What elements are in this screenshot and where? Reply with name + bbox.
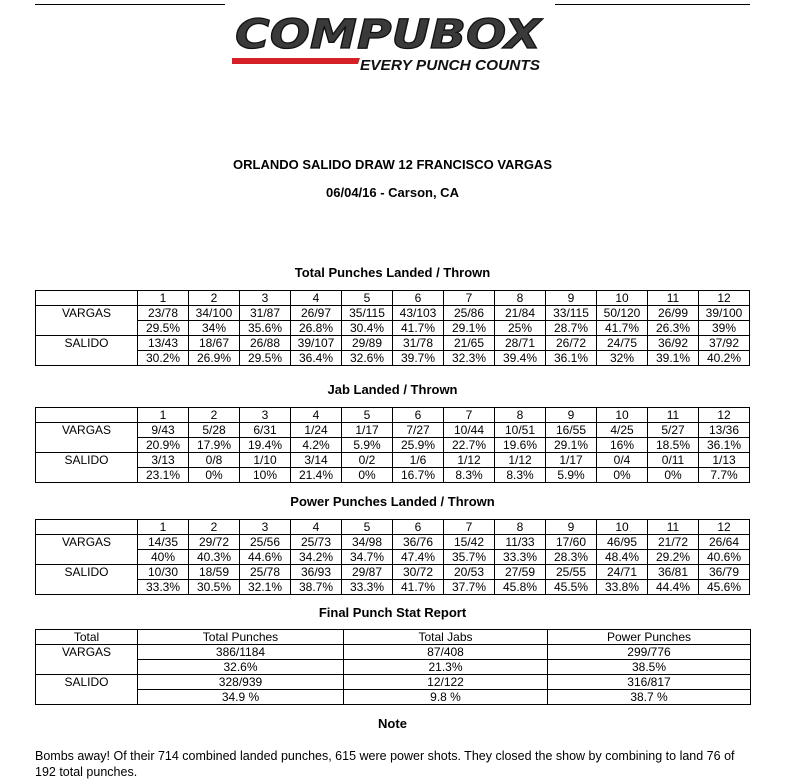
header-blank-cell — [36, 408, 138, 423]
compubox-logo — [232, 10, 544, 74]
final-landed-cell: 316/817 — [548, 675, 751, 690]
percent-cell: 30.5% — [189, 580, 240, 595]
final-percent-cell: 34.9 % — [138, 690, 344, 705]
landed-thrown-cell: 29/89 — [342, 336, 393, 351]
landed-thrown-cell: 25/56 — [240, 535, 291, 550]
landed-thrown-cell: 35/115 — [342, 306, 393, 321]
fight-title: ORLANDO SALIDO DRAW 12 FRANCISCO VARGAS — [233, 157, 552, 172]
round-number: 10 — [597, 520, 648, 535]
final-header-row — [36, 630, 751, 645]
percent-cell: 32% — [597, 351, 648, 366]
percent-cell: 32.3% — [444, 351, 495, 366]
percent-cell: 33.3% — [342, 580, 393, 595]
landed-thrown-cell: 36/93 — [291, 565, 342, 580]
percent-cell: 36.4% — [291, 351, 342, 366]
jab-table — [35, 407, 750, 483]
percent-cell: 39.1% — [648, 351, 699, 366]
salido-final-percent-row — [36, 690, 751, 705]
percent-cell: 35.7% — [444, 550, 495, 565]
fighter-name: VARGAS — [36, 535, 138, 550]
landed-thrown-cell: 50/120 — [597, 306, 648, 321]
percent-cell: 34% — [189, 321, 240, 336]
percent-cell: 21.4% — [291, 468, 342, 483]
landed-thrown-cell: 1/6 — [393, 453, 444, 468]
percent-cell: 0% — [189, 468, 240, 483]
percent-cell: 10% — [240, 468, 291, 483]
salido-landed-row — [36, 565, 750, 580]
landed-thrown-cell: 24/75 — [597, 336, 648, 351]
landed-thrown-cell: 10/30 — [138, 565, 189, 580]
round-number: 10 — [597, 408, 648, 423]
landed-thrown-cell: 1/24 — [291, 423, 342, 438]
percent-cell: 36.1% — [546, 351, 597, 366]
percent-cell: 40.2% — [699, 351, 750, 366]
round-number: 4 — [291, 291, 342, 306]
percent-cell: 26.3% — [648, 321, 699, 336]
final-stat-table — [35, 629, 751, 705]
salido-landed-row — [36, 453, 750, 468]
percent-cell: 25% — [495, 321, 546, 336]
final-landed-cell: 87/408 — [344, 645, 548, 660]
final-landed-cell: 386/1184 — [138, 645, 344, 660]
round-header-row — [36, 408, 750, 423]
round-number: 7 — [444, 291, 495, 306]
landed-thrown-cell: 15/42 — [444, 535, 495, 550]
fighter-name: VARGAS — [36, 306, 138, 321]
round-number: 5 — [342, 291, 393, 306]
landed-thrown-cell: 30/72 — [393, 565, 444, 580]
landed-thrown-cell: 0/11 — [648, 453, 699, 468]
final-landed-cell: 299/776 — [548, 645, 751, 660]
percent-cell: 0% — [597, 468, 648, 483]
vargas-final-landed-row — [36, 645, 751, 660]
round-number: 7 — [444, 408, 495, 423]
landed-thrown-cell: 9/43 — [138, 423, 189, 438]
salido-landed-row — [36, 336, 750, 351]
round-number: 3 — [240, 291, 291, 306]
landed-thrown-cell: 21/84 — [495, 306, 546, 321]
fighter-name: SALIDO — [36, 675, 138, 690]
landed-thrown-cell: 7/27 — [393, 423, 444, 438]
landed-thrown-cell: 39/100 — [699, 306, 750, 321]
landed-thrown-cell: 26/97 — [291, 306, 342, 321]
percent-cell: 39% — [699, 321, 750, 336]
landed-thrown-cell: 29/72 — [189, 535, 240, 550]
round-number: 8 — [495, 408, 546, 423]
percent-cell: 41.7% — [393, 321, 444, 336]
landed-thrown-cell: 26/72 — [546, 336, 597, 351]
landed-thrown-cell: 36/76 — [393, 535, 444, 550]
fighter-name: VARGAS — [36, 645, 138, 660]
final-percent-cell: 38.7 % — [548, 690, 751, 705]
salido-percent-row — [36, 351, 750, 366]
percent-cell: 34.2% — [291, 550, 342, 565]
percent-cell: 45.8% — [495, 580, 546, 595]
percent-cell: 30.4% — [342, 321, 393, 336]
round-number: 1 — [138, 291, 189, 306]
percent-cell: 19.6% — [495, 438, 546, 453]
percent-cell: 29.1% — [546, 438, 597, 453]
power-punches-table — [35, 519, 750, 595]
landed-thrown-cell: 0/4 — [597, 453, 648, 468]
vargas-landed-row — [36, 535, 750, 550]
percent-cell: 5.9% — [546, 468, 597, 483]
landed-thrown-cell: 34/100 — [189, 306, 240, 321]
logo-tagline: EVERY PUNCH COUNTS — [360, 57, 540, 74]
percent-cell: 38.7% — [291, 580, 342, 595]
percent-cell: 29.5% — [240, 351, 291, 366]
percent-cell: 19.4% — [240, 438, 291, 453]
percent-cell: 4.2% — [291, 438, 342, 453]
landed-thrown-cell: 28/71 — [495, 336, 546, 351]
round-number: 5 — [342, 408, 393, 423]
landed-thrown-cell: 17/60 — [546, 535, 597, 550]
landed-thrown-cell: 3/14 — [291, 453, 342, 468]
round-number: 4 — [291, 520, 342, 535]
fighter-name-blank — [36, 321, 138, 336]
percent-cell: 32.6% — [342, 351, 393, 366]
landed-thrown-cell: 26/99 — [648, 306, 699, 321]
percent-cell: 33.3% — [138, 580, 189, 595]
logo-brand: COMPUBOX — [235, 12, 544, 58]
landed-thrown-cell: 21/65 — [444, 336, 495, 351]
percent-cell: 39.7% — [393, 351, 444, 366]
percent-cell: 29.2% — [648, 550, 699, 565]
landed-thrown-cell: 21/72 — [648, 535, 699, 550]
landed-thrown-cell: 36/92 — [648, 336, 699, 351]
percent-cell: 41.7% — [597, 321, 648, 336]
fighter-name-blank — [36, 580, 138, 595]
landed-thrown-cell: 0/8 — [189, 453, 240, 468]
landed-thrown-cell: 13/36 — [699, 423, 750, 438]
percent-cell: 25.9% — [393, 438, 444, 453]
salido-percent-row — [36, 468, 750, 483]
percent-cell: 28.3% — [546, 550, 597, 565]
landed-thrown-cell: 1/10 — [240, 453, 291, 468]
landed-thrown-cell: 25/73 — [291, 535, 342, 550]
percent-cell: 0% — [648, 468, 699, 483]
percent-cell: 29.5% — [138, 321, 189, 336]
percent-cell: 5.9% — [342, 438, 393, 453]
round-number: 5 — [342, 520, 393, 535]
landed-thrown-cell: 36/79 — [699, 565, 750, 580]
percent-cell: 45.6% — [699, 580, 750, 595]
round-number: 1 — [138, 520, 189, 535]
final-percent-cell: 32.6% — [138, 660, 344, 675]
percent-cell: 17.9% — [189, 438, 240, 453]
jab-section-title: Jab Landed / Thrown — [327, 382, 458, 397]
landed-thrown-cell: 39/107 — [291, 336, 342, 351]
percent-cell: 44.4% — [648, 580, 699, 595]
vargas-final-percent-row — [36, 660, 751, 675]
percent-cell: 37.7% — [444, 580, 495, 595]
landed-thrown-cell: 31/78 — [393, 336, 444, 351]
header-blank-cell — [36, 291, 138, 306]
percent-cell: 8.3% — [495, 468, 546, 483]
landed-thrown-cell: 10/44 — [444, 423, 495, 438]
final-landed-cell: 12/122 — [344, 675, 548, 690]
percent-cell: 8.3% — [444, 468, 495, 483]
landed-thrown-cell: 1/12 — [444, 453, 495, 468]
landed-thrown-cell: 24/71 — [597, 565, 648, 580]
landed-thrown-cell: 23/78 — [138, 306, 189, 321]
final-section-title: Final Punch Stat Report — [318, 605, 467, 620]
landed-thrown-cell: 33/115 — [546, 306, 597, 321]
landed-thrown-cell: 16/55 — [546, 423, 597, 438]
percent-cell: 40% — [138, 550, 189, 565]
percent-cell: 20.9% — [138, 438, 189, 453]
round-number: 12 — [699, 408, 750, 423]
landed-thrown-cell: 36/81 — [648, 565, 699, 580]
landed-thrown-cell: 43/103 — [393, 306, 444, 321]
logo-red-bar — [232, 58, 360, 64]
fighter-name: SALIDO — [36, 565, 138, 580]
percent-cell: 28.7% — [546, 321, 597, 336]
vargas-landed-row — [36, 306, 750, 321]
round-number: 12 — [699, 291, 750, 306]
fighter-name: SALIDO — [36, 453, 138, 468]
percent-cell: 48.4% — [597, 550, 648, 565]
final-percent-cell: 38.5% — [548, 660, 751, 675]
percent-cell: 40.3% — [189, 550, 240, 565]
fighter-name: VARGAS — [36, 423, 138, 438]
landed-thrown-cell: 6/31 — [240, 423, 291, 438]
landed-thrown-cell: 4/25 — [597, 423, 648, 438]
salido-percent-row — [36, 580, 750, 595]
landed-thrown-cell: 25/86 — [444, 306, 495, 321]
percent-cell: 18.5% — [648, 438, 699, 453]
round-number: 3 — [240, 408, 291, 423]
landed-thrown-cell: 18/59 — [189, 565, 240, 580]
percent-cell: 32.1% — [240, 580, 291, 595]
final-percent-cell: 9.8 % — [344, 690, 548, 705]
total-section-title: Total Punches Landed / Thrown — [294, 265, 491, 280]
landed-thrown-cell: 1/13 — [699, 453, 750, 468]
vargas-percent-row — [36, 321, 750, 336]
final-header-cell: Total Jabs — [344, 630, 548, 645]
round-number: 8 — [495, 520, 546, 535]
round-number: 9 — [546, 408, 597, 423]
fighter-name-blank — [36, 468, 138, 483]
landed-thrown-cell: 5/28 — [189, 423, 240, 438]
percent-cell: 39.4% — [495, 351, 546, 366]
percent-cell: 26.8% — [291, 321, 342, 336]
round-number: 11 — [648, 291, 699, 306]
fighter-name-blank — [36, 660, 138, 675]
percent-cell: 22.7% — [444, 438, 495, 453]
final-header-cell: Total Punches — [138, 630, 344, 645]
percent-cell: 40.6% — [699, 550, 750, 565]
percent-cell: 45.5% — [546, 580, 597, 595]
round-number: 2 — [189, 408, 240, 423]
landed-thrown-cell: 11/33 — [495, 535, 546, 550]
percent-cell: 35.6% — [240, 321, 291, 336]
landed-thrown-cell: 37/92 — [699, 336, 750, 351]
top-rule-left — [35, 4, 225, 5]
vargas-percent-row — [36, 438, 750, 453]
landed-thrown-cell: 18/67 — [189, 336, 240, 351]
final-percent-cell: 21.3% — [344, 660, 548, 675]
power-section-title: Power Punches Landed / Thrown — [290, 494, 495, 509]
percent-cell: 30.2% — [138, 351, 189, 366]
landed-thrown-cell: 1/17 — [546, 453, 597, 468]
round-number: 10 — [597, 291, 648, 306]
percent-cell: 26.9% — [189, 351, 240, 366]
round-header-row — [36, 520, 750, 535]
round-number: 7 — [444, 520, 495, 535]
landed-thrown-cell: 0/2 — [342, 453, 393, 468]
round-number: 2 — [189, 291, 240, 306]
round-number: 4 — [291, 408, 342, 423]
landed-thrown-cell: 34/98 — [342, 535, 393, 550]
percent-cell: 33.3% — [495, 550, 546, 565]
landed-thrown-cell: 29/87 — [342, 565, 393, 580]
landed-thrown-cell: 1/17 — [342, 423, 393, 438]
percent-cell: 44.6% — [240, 550, 291, 565]
round-number: 9 — [546, 291, 597, 306]
fighter-name-blank — [36, 351, 138, 366]
percent-cell: 23.1% — [138, 468, 189, 483]
landed-thrown-cell: 20/53 — [444, 565, 495, 580]
landed-thrown-cell: 26/88 — [240, 336, 291, 351]
percent-cell: 33.8% — [597, 580, 648, 595]
round-number: 1 — [138, 408, 189, 423]
round-number: 6 — [393, 520, 444, 535]
fight-date: 06/04/16 - Carson, CA — [326, 185, 459, 200]
landed-thrown-cell: 13/43 — [138, 336, 189, 351]
landed-thrown-cell: 14/35 — [138, 535, 189, 550]
round-number: 6 — [393, 291, 444, 306]
round-number: 2 — [189, 520, 240, 535]
percent-cell: 16% — [597, 438, 648, 453]
final-landed-cell: 328/939 — [138, 675, 344, 690]
landed-thrown-cell: 27/59 — [495, 565, 546, 580]
landed-thrown-cell: 25/55 — [546, 565, 597, 580]
header-blank-cell — [36, 520, 138, 535]
landed-thrown-cell: 26/64 — [699, 535, 750, 550]
round-header-row — [36, 291, 750, 306]
fighter-name-blank — [36, 438, 138, 453]
round-number: 8 — [495, 291, 546, 306]
note-text: Bombs away! Of their 714 combined landed punches, 615 were power shots. They closed the show by combining to land 76 of 192 total punches. — [35, 749, 735, 779]
landed-thrown-cell: 1/12 — [495, 453, 546, 468]
percent-cell: 34.7% — [342, 550, 393, 565]
round-number: 11 — [648, 408, 699, 423]
percent-cell: 16.7% — [393, 468, 444, 483]
landed-thrown-cell: 10/51 — [495, 423, 546, 438]
fighter-name: SALIDO — [36, 336, 138, 351]
final-header-cell: Total — [36, 630, 138, 645]
fighter-name-blank — [36, 690, 138, 705]
landed-thrown-cell: 5/27 — [648, 423, 699, 438]
final-header-cell: Power Punches — [548, 630, 751, 645]
round-number: 9 — [546, 520, 597, 535]
percent-cell: 36.1% — [699, 438, 750, 453]
landed-thrown-cell: 25/78 — [240, 565, 291, 580]
salido-final-landed-row — [36, 675, 751, 690]
total-punches-table — [35, 290, 750, 366]
landed-thrown-cell: 3/13 — [138, 453, 189, 468]
fighter-name-blank — [36, 550, 138, 565]
landed-thrown-cell: 46/95 — [597, 535, 648, 550]
round-number: 12 — [699, 520, 750, 535]
round-number: 6 — [393, 408, 444, 423]
percent-cell: 7.7% — [699, 468, 750, 483]
percent-cell: 29.1% — [444, 321, 495, 336]
round-number: 3 — [240, 520, 291, 535]
note-title: Note — [378, 716, 407, 731]
percent-cell: 41.7% — [393, 580, 444, 595]
round-number: 11 — [648, 520, 699, 535]
percent-cell: 47.4% — [393, 550, 444, 565]
percent-cell: 0% — [342, 468, 393, 483]
landed-thrown-cell: 31/87 — [240, 306, 291, 321]
vargas-percent-row — [36, 550, 750, 565]
vargas-landed-row — [36, 423, 750, 438]
top-rule-right — [555, 4, 750, 5]
